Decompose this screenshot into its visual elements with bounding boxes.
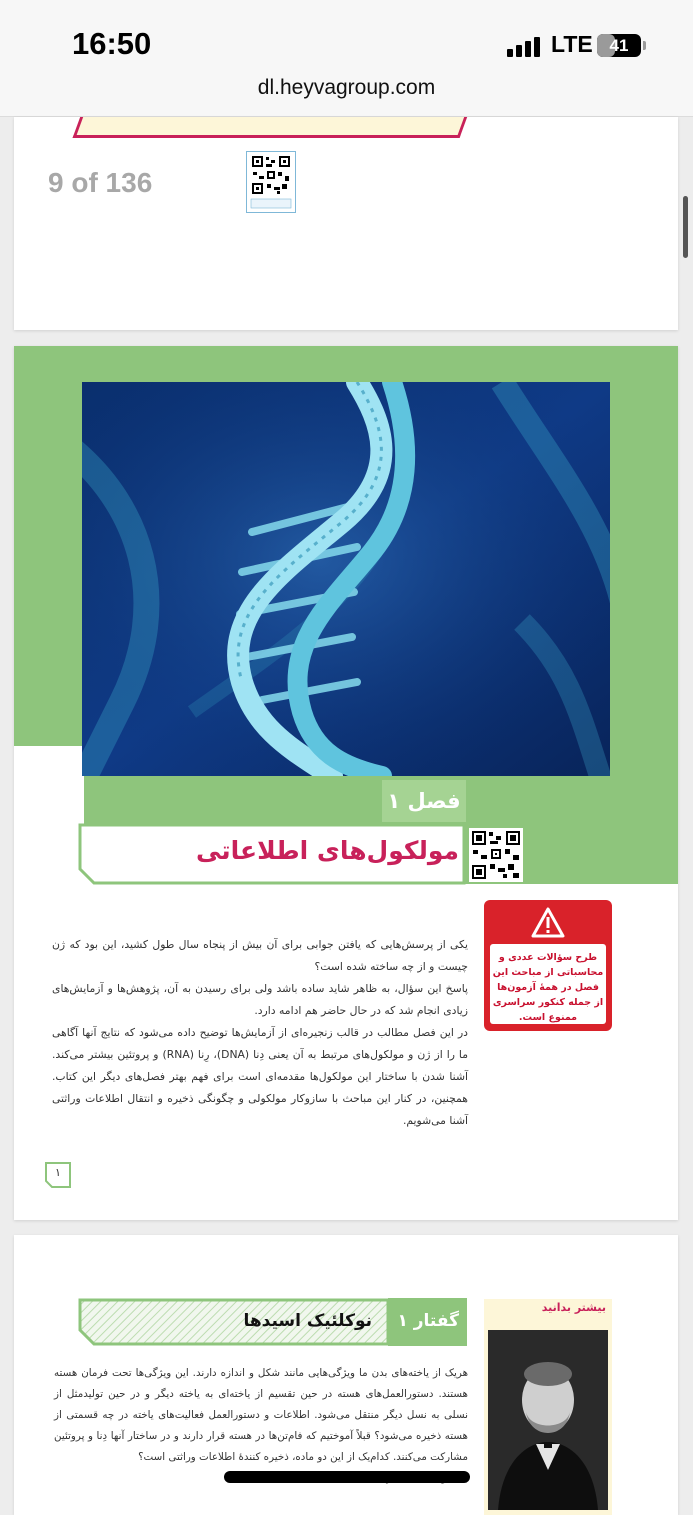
pdf-page-next — [14, 1235, 678, 1515]
paragraph: در این فصل مطالب در قالب زنجیره‌ای از آزمایش‌ها توضیح داده می‌شود که نتایج آنها آگاهی ما را از ژن و مولکول‌های مرتبط به آن یعنی دِنا (DNA)، رِنا (RNA) و پروتئین بیشتر می‌کند. آشنا شدن با ساختار این مولکول‌ها مقدمه‌ای است برای فهم بهتر فصل‌های دیگر این کتاب. همچنین، در کنار این مباحث با سازوکار مولکولی و چگونگی ذخیره و انتقال اطلاعات وراثتی آشنا می‌شویم. — [52, 1026, 468, 1127]
section-label: گفتار ۱ — [397, 1311, 459, 1331]
network-type: LTE — [551, 31, 593, 57]
scrollbar-thumb[interactable] — [683, 196, 688, 258]
page-indicator: 9 of 136 — [48, 167, 153, 198]
chapter-qr-code-icon — [469, 828, 523, 882]
page-number: ۱ — [55, 1166, 61, 1179]
sidebar-label: بیشتر بدانید — [541, 1301, 606, 1314]
paragraph: هریک از یاخته‌های بدن ما ویژگی‌هایی مانند شکل و اندازه دارند. این ویژگی‌ها تحت فرمان هسته هستند. دستورالعمل‌های هسته در حین تقسیم از یاخته‌ای به یاخته دیگر و در حین تولیدمثل از نسلی به نسل دیگر منتقل می‌شود. اطلاعات و دستورالعمل فعالیت‌های یاخته در چه قسمتی از هسته ذخیره می‌شود؟ قبلاً آموختیم که فام‌تن‌ها در هسته قرار دارند و در ساختار آنها دِنا و پروتئین مشارکت می‌کنند. کدام‌یک از این دو ماده، ذخیره کنندهٔ اطلاعات وراثتی است؟ — [54, 1367, 468, 1463]
battery-icon — [597, 34, 641, 57]
paragraph: یکی از پرسش‌هایی که یافتن جوابی برای آن بیش از پنجاه سال طول کشید، این بود که ژن چیست و از چه ساخته شده است؟ — [52, 938, 468, 973]
battery-percent: 41 — [609, 36, 629, 55]
warning-box — [484, 900, 612, 1031]
redaction-bar — [224, 1471, 470, 1483]
clock: 16:50 — [72, 26, 152, 61]
warning-triangle-icon — [530, 906, 566, 940]
chapter-title: مولکول‌های اطلاعاتی — [195, 836, 459, 865]
section-title: نوکلئیک اسیدها — [243, 1311, 372, 1331]
chapter-label: فصل ۱ — [382, 780, 466, 822]
paragraph: پاسخ این سؤال، به ظاهر شاید ساده باشد ولی برای رسیدن به آن، پژوهش‌ها و آزمایش‌های زیادی انجام شد که در حال حاضر هم ادامه دارد. — [52, 982, 468, 1017]
portrait-photo — [488, 1330, 608, 1510]
address-bar-url[interactable]: dl.heyvagroup.com — [257, 76, 436, 99]
dna-illustration — [82, 382, 610, 776]
browser-status-bar — [0, 0, 693, 117]
chapter-intro-text — [52, 934, 468, 1132]
pdf-page-previous — [14, 117, 678, 330]
battery-cap — [643, 41, 646, 50]
pdf-page-chapter — [14, 346, 678, 1220]
signal-strength-icon — [507, 37, 543, 57]
qr-code-icon — [246, 151, 296, 213]
banner-fragment — [73, 117, 475, 138]
warning-text: طرح سؤالات عددی و محاسباتی از مباحث این فصل در همهٔ آزمون‌ها از جمله کنکور سراسری ممنوع است. — [492, 952, 604, 1023]
